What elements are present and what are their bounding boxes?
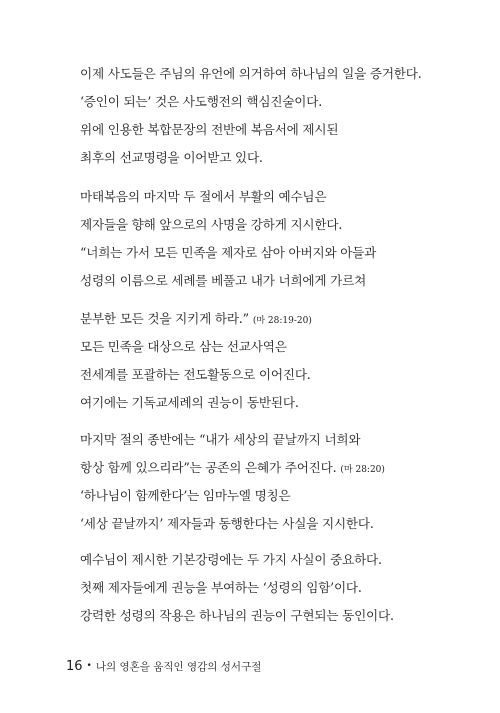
paragraph-4 bbox=[80, 426, 440, 538]
text-line: 여기에는 기독교세례의 권능이 동반된다. bbox=[80, 395, 299, 410]
text-line: 강력한 성령의 작용은 하나님의 권능이 구현되는 동인이다. bbox=[80, 608, 394, 623]
text-line: ‘세상 끝날까지’ 제자들과 동행한다는 사실을 지시한다. bbox=[80, 516, 374, 531]
text-line: 예수님이 제시한 기본강령에는 두 가지 사실이 중요하다. bbox=[80, 552, 382, 567]
text-line: 위에 인용한 복합문장의 전반에 복음서에 제시된 bbox=[80, 122, 339, 137]
scripture-reference: (마 28:20) bbox=[340, 465, 385, 475]
paragraph-1 bbox=[80, 60, 440, 172]
text-line: 이제 사도들은 주님의 유언에 의거하여 하나님의 일을 증거한다. bbox=[80, 66, 422, 81]
text-line: ‘증인이 되는’ 것은 사도행전의 핵심진술이다. bbox=[80, 94, 323, 109]
text-line bbox=[80, 305, 440, 333]
text-line-body: 항상 함께 있으리라”는 공존의 은혜가 주어진다. bbox=[80, 460, 337, 475]
text-line: 모든 민족을 대상으로 삼는 선교사역은 bbox=[80, 339, 287, 354]
paragraph-3 bbox=[80, 305, 440, 417]
text-line: “너희는 가서 모든 민족을 제자로 삼아 아버지와 아들과 bbox=[80, 245, 377, 260]
text-line: ‘하나님이 함께한다’는 임마누엘 명칭은 bbox=[80, 488, 291, 503]
page-number: 16 bbox=[66, 659, 83, 674]
page-footer bbox=[66, 654, 261, 676]
text-line: 성령의 이름으로 세례를 베풀고 내가 너희에게 가르쳐 bbox=[80, 273, 367, 288]
text-line: 최후의 선교명령을 이어받고 있다. bbox=[80, 150, 263, 165]
text-line: 마태복음의 마지막 두 절에서 부활의 예수님은 bbox=[80, 189, 327, 204]
book-title: 나의 영혼을 움직인 영감의 성서구절 bbox=[95, 661, 262, 673]
text-line bbox=[80, 454, 440, 482]
bullet-icon: • bbox=[86, 660, 92, 671]
text-line: 전세계를 포괄하는 전도활동으로 이어진다. bbox=[80, 367, 311, 382]
text-line: 첫째 제자들에게 권능을 부여하는 ‘성령의 임함’이다. bbox=[80, 580, 362, 595]
text-line-body: 분부한 모든 것을 지키게 하라.” bbox=[80, 311, 249, 326]
text-line: 제자들을 향해 앞으로의 사명을 강하게 지시한다. bbox=[80, 217, 343, 232]
scripture-reference: (마 28:19-20) bbox=[252, 316, 312, 326]
paragraph-5 bbox=[80, 546, 440, 630]
paragraph-2 bbox=[80, 183, 440, 295]
text-line: 마지막 절의 종반에는 “내가 세상의 끝날까지 너희와 bbox=[80, 432, 361, 447]
